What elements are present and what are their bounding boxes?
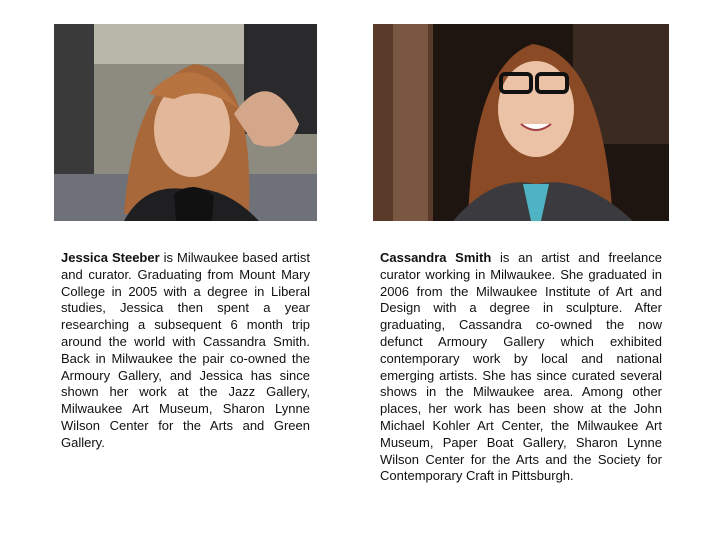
cassandra-smith-name: Cassandra Smith <box>380 250 492 265</box>
jessica-steeber-bio-text: is Milwaukee based artist and curator. Graduating from Mount Mary College in 2005 with a degree in Liberal studies, Jessica then spent a year researching a subsequent 6 month trip around the world with Cassandra Smith. Back in Milwaukee the pair co-owned the Armoury Gallery, and Jessica has since shown her work at the Jazz Gallery, Milwaukee Art Museum, Sharon Lynne Wilson Center for the Arts and Green Gallery. <box>61 250 310 450</box>
cassandra-smith-photo <box>373 24 669 221</box>
jessica-steeber-name: Jessica Steeber <box>61 250 160 265</box>
jessica-steeber-photo <box>54 24 317 221</box>
cassandra-smith-bio-text: is an artist and freelance curator working in Milwaukee. She graduated in 2006 from the Milwaukee Institute of Art and Design with a degree in sculpture. After graduating, Cassandra co-owned the now defunct Armoury Gallery which exhibited contemporary work by local and national emerging artists. She has since curated several shows in the Milwaukee area. Among other places, her work has been show at the John Michael Kohler Art Center, the Milwaukee Art Museum, Paper Boat Gallery, Sharon Lynne Wilson Center for the Arts and the Society for Contemporary Craft in Pittsburgh. <box>380 250 662 484</box>
cassandra-smith-bio <box>380 250 662 485</box>
jessica-steeber-bio <box>61 250 310 452</box>
